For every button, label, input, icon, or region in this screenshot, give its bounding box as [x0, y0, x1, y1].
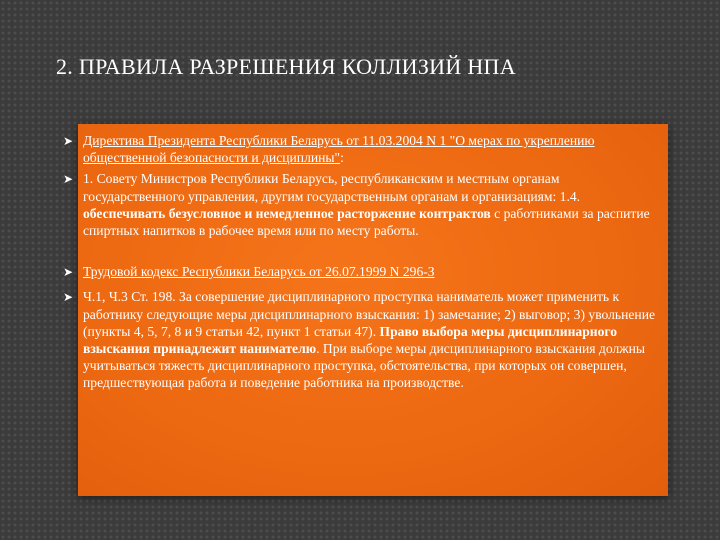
bullet-text: с работниками за распитие спиртных напитков в рабочее время или по месту работы. [83, 205, 650, 239]
bullet-suffix: : [340, 150, 344, 166]
arrow-right-icon: ➤ [63, 265, 74, 280]
arrow-right-icon: ➤ [63, 290, 74, 305]
bullet-text: . При выборе меры дисциплинарного взыскания должны учитываться тяжесть дисциплинарного проступка, обстоятельства, при которых он совершен, предшествующая работа и поведение работника на производстве. [83, 341, 646, 391]
arrow-right-icon: ➤ [63, 134, 74, 148]
slide-title: 2. ПРАВИЛА РАЗРЕШЕНИЯ КОЛЛИЗИЙ НПА [56, 54, 516, 79]
directive-link[interactable]: Директива Президента Республики Беларусь от 11.03.2004 N 1 "О мерах по укреплению общественной безопасности и дисциплины" [83, 133, 595, 166]
bullet-article-198 [60, 288, 660, 391]
bullet-bold-text: обеспечивать безусловное и немедленное расторжение контрактов [83, 205, 491, 221]
bullet-list [60, 132, 660, 392]
bullet-bold-text: Право выбора меры дисциплинарного взыскания принадлежит нанимателю [83, 323, 618, 357]
bullet-text: Ч.1, Ч.3 Ст. 198. За совершение дисциплинарного проступка наниматель может применить к работнику следующие меры дисциплинарного взыскания: 1) замечание; 2) выговор; 3) увольнение (пункты 4, 5, 7, 8 и 9 статьи 42, пункт 1 статьи 47). [83, 289, 656, 339]
arrow-right-icon: ➤ [63, 172, 74, 187]
bullet-directive [60, 132, 660, 166]
bullet-council-order [60, 170, 660, 239]
bullet-text: 1. Совету Министров Республики Беларусь, республиканским и местным органам государственного управления, другим государственным органам и организациям: 1.4. [83, 171, 581, 204]
labor-code-link[interactable]: Трудовой кодекс Республики Беларусь от 26.07.1999 N 296-З [83, 264, 435, 280]
bullet-labor-code [60, 263, 660, 280]
